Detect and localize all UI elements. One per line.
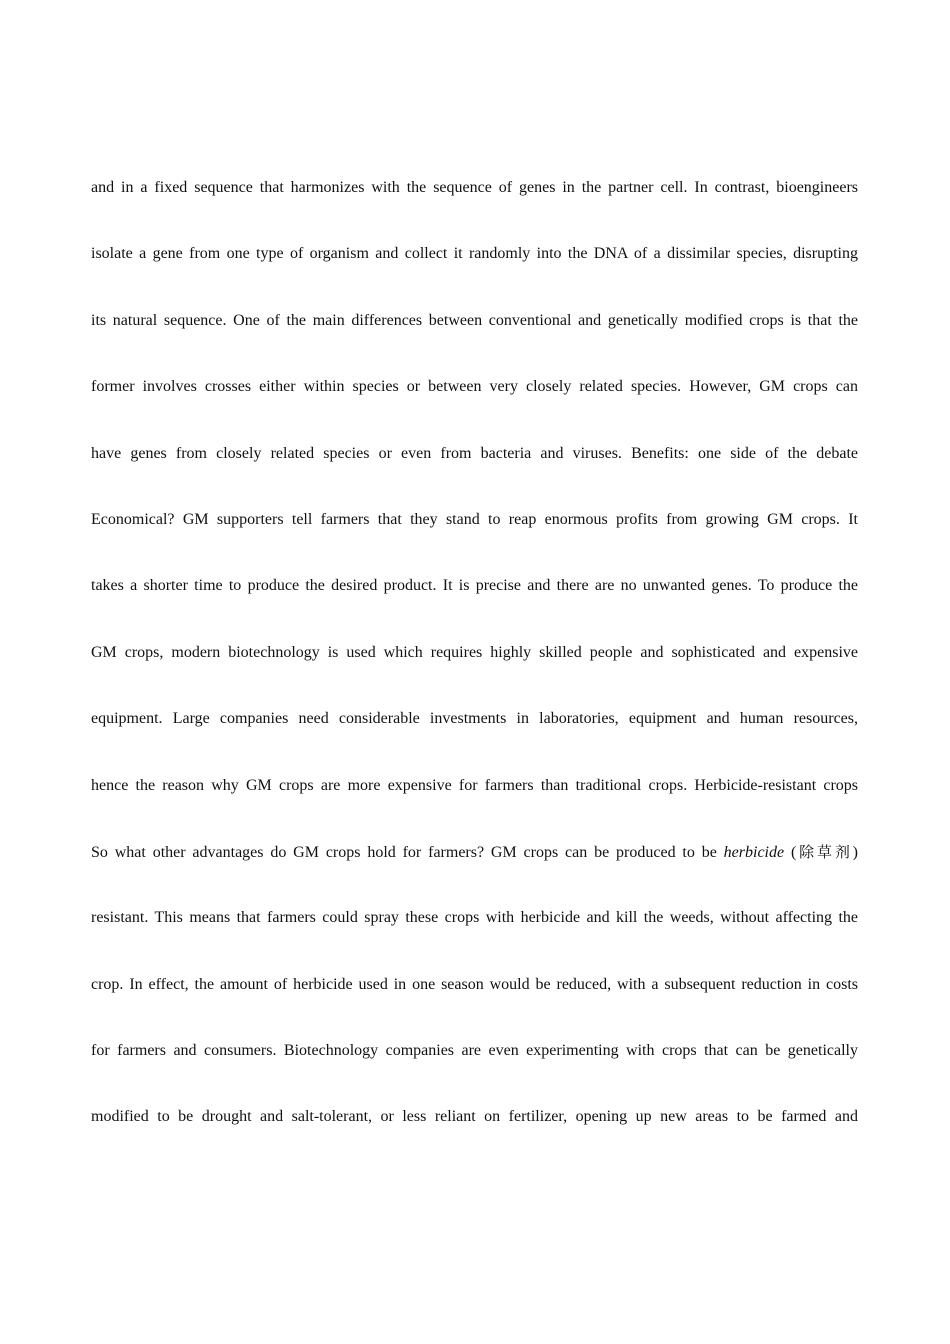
gloss-open: ( [784,843,797,861]
text-line: GM crops, modern biotechnology is used which requires highly skilled people and sophisticated and expensive [91,643,858,661]
gloss-close: ) [852,843,858,861]
text-line: takes a shorter time to produce the desired product. It is precise and there are no unwanted genes. To produce the [91,577,858,595]
chinese-gloss: 除草剂 [796,842,853,861]
text-line-herbicide [91,833,858,899]
text-line: for farmers and consumers. Biotechnology companies are even experimenting with crops that can be genetically [91,1042,858,1060]
text-line: have genes from closely related species or even from bacteria and viruses. Benefits: one side of the debate [91,444,858,462]
text-segment: So what other advantages do GM crops hold for farmers? GM crops can be produced to be [91,843,724,861]
text-line: isolate a gene from one type of organism and collect it randomly into the DNA of a dissimilar species, disrupting [91,245,858,263]
text-line: its natural sequence. One of the main differences between conventional and genetically modified crops is that the [91,311,858,329]
text-line: crop. In effect, the amount of herbicide used in one season would be reduced, with a subsequent reduction in costs [91,975,858,993]
text-line: Economical? GM supporters tell farmers that they stand to reap enormous profits from growing GM crops. It [91,510,858,528]
text-line: modified to be drought and salt-tolerant, or less reliant on fertilizer, opening up new areas to be farmed and [91,1108,858,1126]
text-line: hence the reason why GM crops are more expensive for farmers than traditional crops. Herbicide-resistant crops [91,776,858,794]
text-line: and in a fixed sequence that harmonizes with the sequence of genes in the partner cell. In contrast, bioengineers [91,179,858,196]
text-line: resistant. This means that farmers could spray these crops with herbicide and kill the weeds, without affecting the [91,909,858,927]
italic-term: herbicide [723,843,785,861]
text-line: equipment. Large companies need considerable investments in laboratories, equipment and human resources, [91,710,858,728]
text-line: former involves crosses either within species or between very closely related species. However, GM crops can [91,378,858,396]
body-text [91,169,858,1165]
